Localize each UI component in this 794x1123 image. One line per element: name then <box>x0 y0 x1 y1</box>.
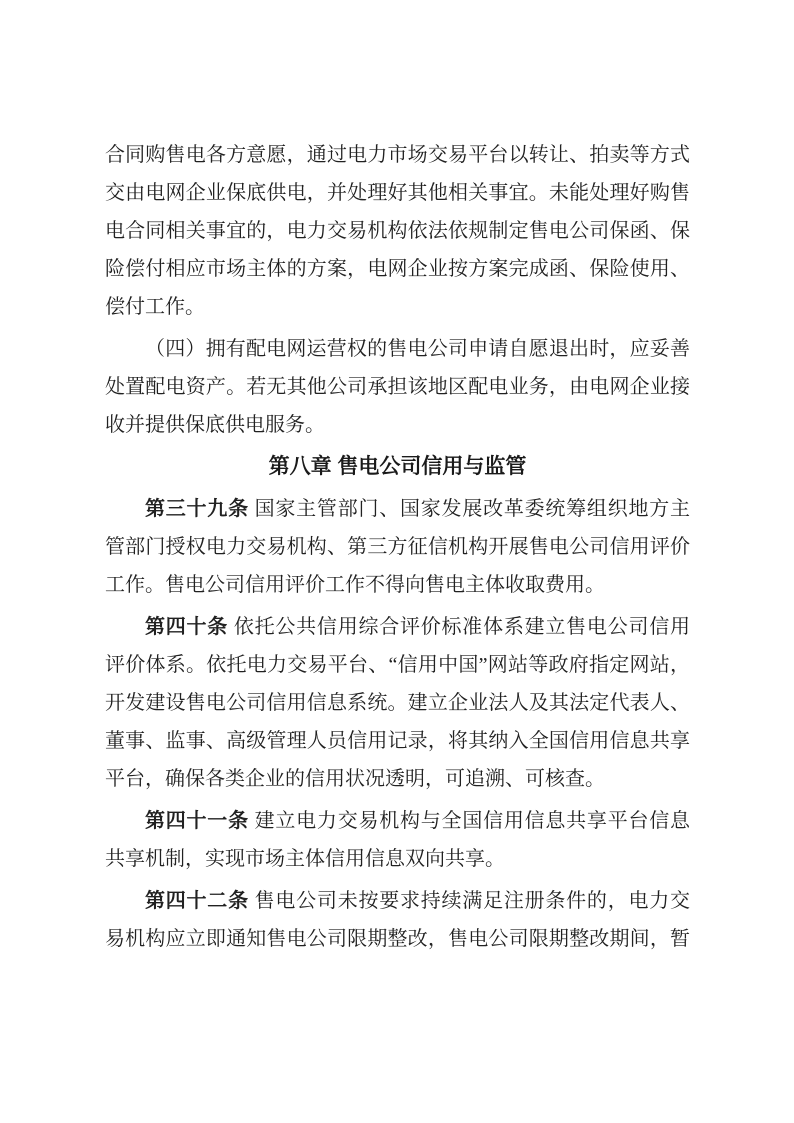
paragraph <box>105 802 690 878</box>
text-line: 第四十条 依托公共信用综合评价标准体系建立售电公司信用 <box>145 616 691 638</box>
text-line: 收并提供保底供电服务。 <box>105 414 325 436</box>
text-line: 险偿付相应市场主体的方案，电网企业按方案完成函、保险使用、 <box>105 258 690 280</box>
text-line: 第三十九条 国家主管部门、国家发展改革委统筹组织地方主 <box>145 498 691 520</box>
article-number: 第四十条 <box>145 616 229 638</box>
article-number: 第三十九条 <box>145 498 249 520</box>
text-line: 合同购售电各方意愿，通过电力市场交易平台以转让、拍卖等方式 <box>105 144 690 166</box>
text-line: 管部门授权电力交易机构、第三方征信机构开展售电公司信用评价 <box>105 536 690 558</box>
text-line: 第四十一条 建立电力交易机构与全国信用信息共享平台信息 <box>145 810 691 832</box>
article-number: 第四十一条 <box>145 810 249 832</box>
chapter-heading: 第八章 售电公司信用与监管 <box>268 455 527 478</box>
text-line: 交由电网企业保底供电，并处理好其他相关事宜。未能处理好购售 <box>105 182 690 204</box>
text-line: 评价体系。依托电力交易平台、“信用中国”网站等政府指定网站， <box>105 654 690 676</box>
text-line: 电合同相关事宜的，电力交易机构依法依规制定售电公司保函、保 <box>105 220 690 242</box>
text-line: 工作。售电公司信用评价工作不得向售电主体收取费用。 <box>105 574 605 596</box>
article-number: 第四十二条 <box>145 890 249 912</box>
text-line: 处置配电资产。若无其他公司承担该地区配电业务，由电网企业接 <box>105 376 690 398</box>
text-block <box>105 136 690 958</box>
text-line: 共享机制，实现市场主体信用信息双向共享。 <box>105 848 505 870</box>
text-line: 易机构应立即通知售电公司限期整改，售电公司限期整改期间，暂 <box>105 928 690 950</box>
paragraph <box>105 608 690 798</box>
text-line: 第四十二条 售电公司未按要求持续满足注册条件的，电力交 <box>145 890 691 912</box>
text-line: 董事、监事、高级管理人员信用记录，将其纳入全国信用信息共享 <box>105 730 690 752</box>
text-line: 偿付工作。 <box>105 296 205 318</box>
paragraph <box>105 882 690 958</box>
text-line: 平台，确保各类企业的信用状况透明，可追溯、可核查。 <box>105 768 605 790</box>
paragraph <box>105 136 690 326</box>
paragraph <box>105 330 690 444</box>
text-line: 开发建设售电公司信用信息系统。建立企业法人及其法定代表人、 <box>105 692 690 714</box>
text-line: （四）拥有配电网运营权的售电公司申请自愿退出时，应妥善 <box>145 338 690 360</box>
paragraph <box>105 490 690 604</box>
